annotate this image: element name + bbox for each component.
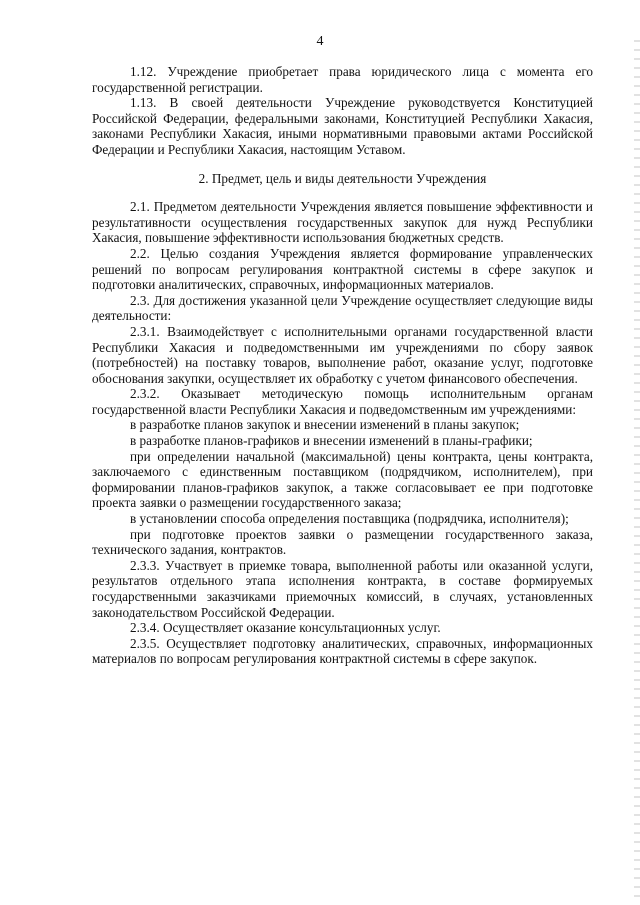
paragraph-2-3-1: 2.3.1. Взаимодействует с исполнительными органами государственной власти Республики Хакасия и подведомственными им учреждениями по сбору заявок (потребностей) на поставку товаров, выполнение работ, оказание услуг, подготовке обоснования закупки, осуществляет их обработку с учетом финансового обеспечения. bbox=[92, 323, 593, 386]
paragraph-2-3-2: 2.3.2. Оказывает методическую помощь исполнительным органам государственной власти Республики Хакасия и подведомственным им учреждениями: bbox=[92, 386, 593, 417]
paragraph-2-3-4: 2.3.4. Осуществляет оказание консультационных услуг. bbox=[130, 620, 441, 636]
paragraph-1-12: 1.12. Учреждение приобретает права юридического лица с момента его государственной регистрации. bbox=[92, 64, 593, 95]
paragraph-2-3: 2.3. Для достижения указанной цели Учреждение осуществляет следующие виды деятельности: bbox=[92, 292, 593, 324]
paragraph-2-1: 2.1. Предметом деятельности Учреждения является повышение эффективности и результативности осуществления государственных закупок для нужд Республики Хакасия, повышение эффективности использования бюджетных средств. bbox=[92, 199, 593, 246]
list-item-price: при определении начальной (максимальной) цены контракта, цены контракта, заключаемого с единственным поставщиком (подрядчиком, исполнителем), при формировании планов-графиков закупок, а также согласовывает ее при подготовке проекта заявки о размещении государственного заказа; bbox=[92, 448, 593, 511]
page-content bbox=[92, 64, 593, 667]
list-item-projects: при подготовке проектов заявки о размещении государственного заказа, технического задания, контрактов. bbox=[92, 526, 593, 558]
paragraph-2-2: 2.2. Целью создания Учреждения является формирование управленческих решений по вопросам регулирования контрактной системы в сфере закупок и подготовки аналитических, справочных, информационных материалов. bbox=[92, 245, 593, 293]
section-heading: 2. Предмет, цель и виды деятельности Учреждения bbox=[198, 170, 487, 186]
paragraph-1-13: 1.13. В своей деятельности Учреждение руководствуется Конституцией Российской Федерации, федеральными законами, Конституцией Республики Хакасия, законами Республики Хакасия, иными нормативными правовыми актами Российской Федерации и Республики Хакасия, настоящим Уставом. bbox=[92, 95, 593, 157]
list-item-supplier: в установлении способа определения поставщика (подрядчика, исполнителя); bbox=[130, 511, 569, 527]
page-number: 4 bbox=[316, 34, 324, 49]
list-item-plan-schedules: в разработке планов-графиков и внесении изменений в планы-графики; bbox=[130, 433, 533, 449]
paragraph-2-3-5: 2.3.5. Осуществляет подготовку аналитических, справочных, информационных материалов по вопросам регулирования контрактной системы в сфере закупок. bbox=[92, 635, 593, 667]
paragraph-2-3-3: 2.3.3. Участвует в приемке товара, выполненной работы или оказанной услуги, результатов отдельного этапа исполнения контракта, в составе формируемых государственными заказчиками приемочных комиссий, в случаях, установленных законодательством Российской Федерации. bbox=[92, 557, 593, 620]
scan-edge-marks bbox=[634, 40, 640, 900]
list-item-plans: в разработке планов закупок и внесении изменений в планы закупок; bbox=[130, 417, 520, 433]
